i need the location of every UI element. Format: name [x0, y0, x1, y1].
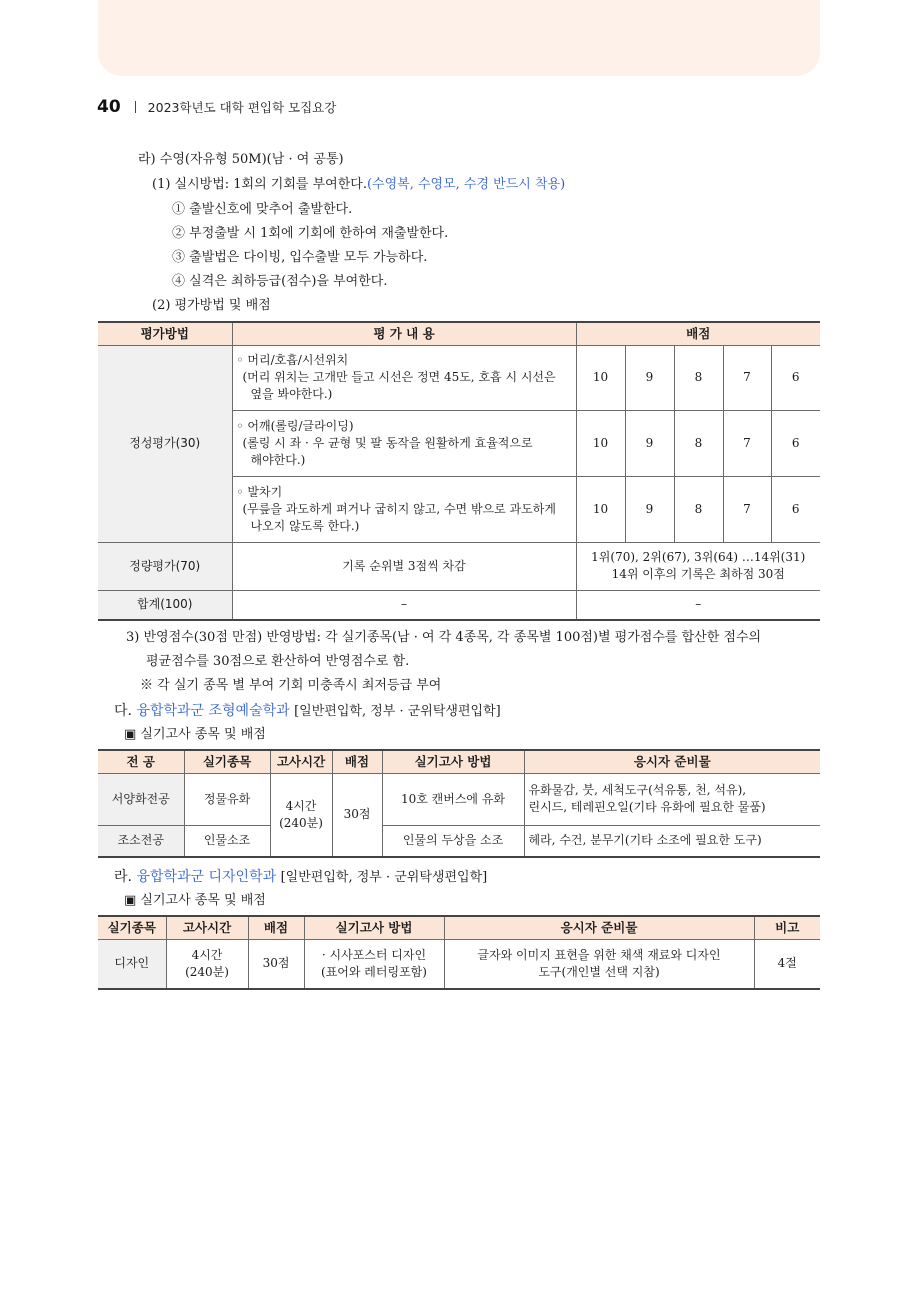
method-cell: 10호 캔버스에 유화 [382, 773, 524, 825]
total-label: 합계(100) [98, 590, 232, 620]
swim-rule-2: ② 부정출발 시 1회에 기회에 한하여 재출발한다. [172, 226, 449, 241]
score-cell: 6 [771, 410, 820, 476]
criterion-title: ◦ 머리/호흡/시선위치 [236, 353, 349, 367]
swim-method-note: (수영복, 수영모, 수경 반드시 착용) [366, 177, 566, 192]
swim-method-line [152, 175, 565, 195]
score-cell: 9 [625, 476, 674, 542]
supplies-line2: 도구(개인별 선택 지참) [538, 964, 660, 979]
note-cell: 4절 [754, 939, 820, 989]
swim-evaluation-table [98, 321, 820, 621]
reflection-line-1: 3) 반영점수(30점 만점) 반영방법: 각 실기종목(남 · 여 각 4종목, 각 종목별 100점)별 평가점수를 합산한 점수의 [126, 630, 762, 645]
criterion-cell [232, 410, 576, 476]
supplies-line1: 유화물감, 붓, 세척도구(석유통, 천, 석유), [528, 783, 747, 797]
time-minutes: (240분) [279, 815, 323, 830]
header-eval-content: 평 가 내 용 [232, 322, 576, 345]
reflection-line-2: 평균점수를 30점으로 환산하여 반영점수로 함. [146, 654, 410, 669]
swim-section-title: 라) 수영(자유형 50M)(남 · 여 공통) [138, 152, 344, 167]
header-event: 실기종목 [184, 750, 270, 773]
points-cell: 30점 [248, 939, 304, 989]
event-cell: 정물유화 [184, 773, 270, 825]
score-cell: 9 [625, 345, 674, 410]
design-exam-table [98, 915, 820, 990]
top-banner [98, 0, 820, 76]
header-eval-method: 평가방법 [98, 322, 232, 345]
criterion-desc-cont: 옆을 봐야한다.) [250, 387, 333, 401]
swim-eval-heading: (2) 평가방법 및 배점 [152, 298, 271, 313]
time-minutes: (240분) [185, 964, 229, 979]
method-cell [304, 939, 444, 989]
header-supplies: 응시자 준비물 [444, 916, 754, 939]
swim-rule-4: ④ 실격은 최하등급(점수)을 부여한다. [172, 274, 388, 289]
header-method: 실기고사 방법 [304, 916, 444, 939]
header-method: 실기고사 방법 [382, 750, 524, 773]
header-major: 전 공 [98, 750, 184, 773]
swim-method-text: (1) 실시방법: 1회의 기회를 부여한다. [152, 177, 367, 192]
criterion-title: ◦ 발차기 [236, 484, 283, 499]
total-content: – [232, 590, 576, 620]
total-score: – [576, 590, 820, 620]
score-cell: 10 [576, 345, 625, 410]
method-line2: (표어와 레터링포함) [321, 964, 427, 979]
section-da-dept: 융합학과군 조형예술학과 [136, 703, 290, 719]
section-ra-heading [114, 867, 487, 888]
swim-rule-1: ① 출발신호에 맞추어 출발한다. [172, 202, 353, 217]
supplies-cell [524, 773, 820, 825]
score-cell: 6 [771, 476, 820, 542]
event-cell: 인물소조 [184, 825, 270, 857]
quantitative-score-line1: 1위(70), 2위(67), 3위(64) …14위(31) [591, 550, 806, 564]
reflection-note: ※ 각 실기 종목 별 부여 기회 미충족시 최저등급 부여 [140, 678, 442, 693]
score-cell: 7 [723, 345, 771, 410]
quantitative-score-line2: 14위 이후의 기록은 최하점 30점 [611, 567, 785, 581]
section-da-prefix: 다. [114, 703, 132, 719]
criterion-title: ◦ 어깨(롤링/글라이딩) [236, 418, 354, 433]
section-da-suffix: [일반편입학, 정부 · 군위탁생편입학] [294, 704, 501, 719]
supplies-line2: 린시드, 테레핀오일(기타 유화에 필요한 물품) [528, 800, 766, 814]
quantitative-label: 정량평가(70) [98, 542, 232, 590]
score-cell: 9 [625, 410, 674, 476]
time-value: 4시간 [285, 798, 317, 813]
header-time: 고사시간 [270, 750, 332, 773]
quantitative-score [576, 542, 820, 590]
method-line1: · 시사포스터 디자인 [321, 947, 427, 962]
criterion-desc-cont: 해야한다.) [250, 452, 306, 467]
page-number: 40 [97, 97, 121, 117]
score-cell: 8 [674, 345, 723, 410]
art-exam-table [98, 749, 820, 858]
criterion-desc: (롤링 시 좌 · 우 균형 및 팔 동작을 원활하게 효율적으로 [242, 435, 533, 450]
time-cell [270, 773, 332, 857]
header-time: 고사시간 [166, 916, 248, 939]
criterion-desc: (무릎을 과도하게 펴거나 굽히지 않고, 수면 밖으로 과도하게 [242, 501, 556, 516]
quantitative-content: 기록 순위별 3점씩 차감 [232, 542, 576, 590]
header-divider [135, 101, 136, 113]
time-cell [166, 939, 248, 989]
points-cell: 30점 [332, 773, 382, 857]
score-cell: 8 [674, 410, 723, 476]
section-da-heading [114, 701, 501, 722]
score-cell: 7 [723, 476, 771, 542]
page-header [97, 96, 336, 118]
section-ra-prefix: 라. [114, 869, 132, 885]
criterion-desc-cont: 나오지 않도록 한다.) [250, 518, 360, 533]
header-supplies: 응시자 준비물 [524, 750, 820, 773]
swim-rule-3: ③ 출발법은 다이빙, 입수출발 모두 가능하다. [172, 250, 428, 265]
major-cell: 조소전공 [98, 825, 184, 857]
header-points: 배점 [332, 750, 382, 773]
section-da-sub: ▣ 실기고사 종목 및 배점 [124, 727, 266, 742]
supplies-line1: 글자와 이미지 표현을 위한 채색 재료와 디자인 [477, 947, 721, 962]
score-cell: 6 [771, 345, 820, 410]
major-cell: 서양화전공 [98, 773, 184, 825]
header-note: 비고 [754, 916, 820, 939]
score-cell: 10 [576, 410, 625, 476]
section-ra-dept: 융합학과군 디자인학과 [136, 869, 277, 885]
section-ra-sub: ▣ 실기고사 종목 및 배점 [124, 893, 266, 908]
score-cell: 10 [576, 476, 625, 542]
time-value: 4시간 [191, 947, 223, 962]
header-score: 배점 [576, 322, 820, 345]
header-event: 실기종목 [98, 916, 166, 939]
document-title: 2023학년도 대학 편입학 모집요강 [147, 100, 337, 115]
section-ra-suffix: [일반편입학, 정부 · 군위탁생편입학] [280, 870, 488, 885]
event-cell: 디자인 [98, 939, 166, 989]
criterion-cell [232, 476, 576, 542]
criterion-cell [232, 345, 576, 410]
score-cell: 7 [723, 410, 771, 476]
header-points: 배점 [248, 916, 304, 939]
criterion-desc: (머리 위치는 고개만 들고 시선은 정면 45도, 호흡 시 시선은 [242, 370, 556, 384]
method-cell: 인물의 두상을 소조 [382, 825, 524, 857]
score-cell: 8 [674, 476, 723, 542]
supplies-cell [444, 939, 754, 989]
qualitative-label: 정성평가(30) [98, 345, 232, 542]
supplies-cell: 헤라, 수건, 분무기(기타 소조에 필요한 도구) [524, 825, 820, 857]
